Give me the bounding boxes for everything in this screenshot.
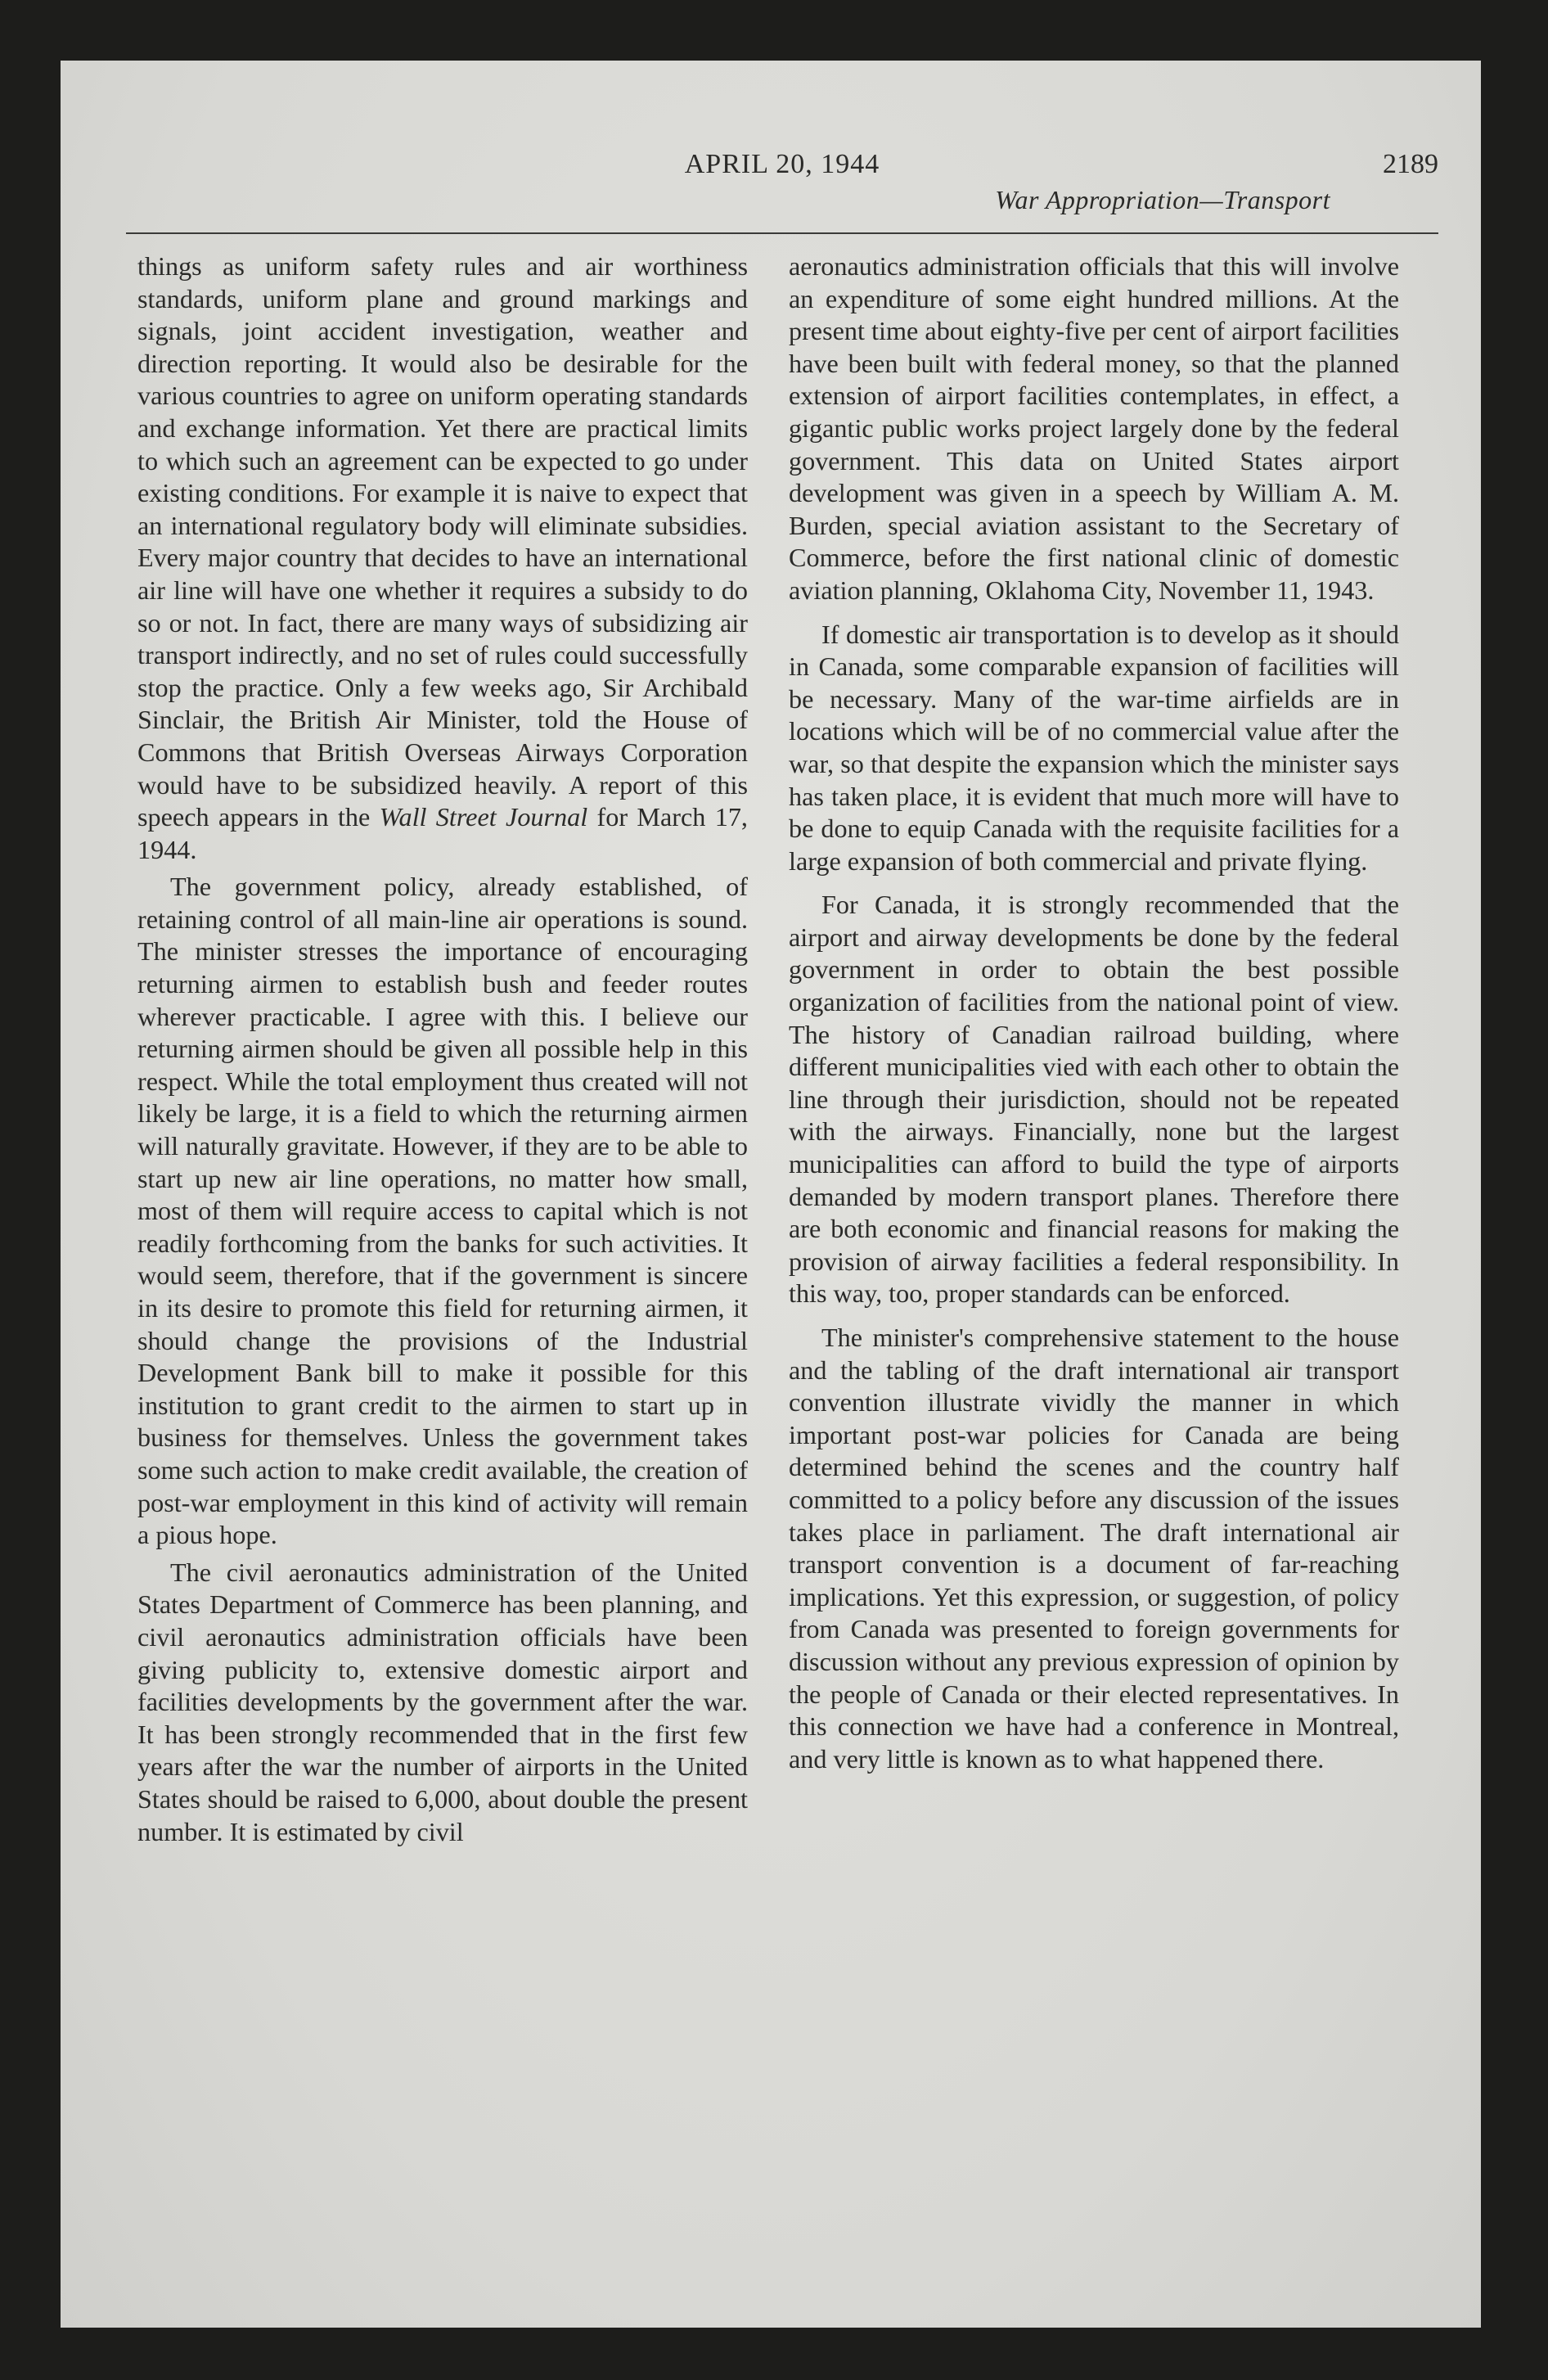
publication-title: Wall Street Journal bbox=[379, 802, 588, 832]
left-column bbox=[137, 250, 748, 1848]
paragraph: The minister's comprehensive statement to the house and the tabling of the draft international air transport convention illustrate vividly the manner in which important post-war policies for Canada are being determined behind the scenes and the country half committed to a policy before any discussion of the issues takes place in parliament. The draft international air transport convention is a document of far-reaching implications. Yet this expression, or suggestion, of policy from Canada was presented to foreign governments for discussion without any previous expression of opinion by the people of Canada or their elected representatives. In this connection we have had a conference in Montreal, and very little is known as to what happened there. bbox=[789, 1323, 1399, 1774]
right-column bbox=[789, 250, 1399, 1775]
paragraph: The civil aeronautics administration of the United States Department of Commerce has been planning, and civil aeronautics administration officials have been giving publicity to, extensive domestic airport and facilities developments by the government after the war. It has been strongly recommended that in the first few years after the war the number of airports in the United States should be raised to 6,000, about double the present number. It is estimated by civil bbox=[137, 1557, 748, 1846]
paragraph: The government policy, already established, of retaining control of all main-line air operations is sound. The minister stresses the importance of encouraging returning airmen to establish bush and feeder routes wherever practicable. I agree with this. I believe our returning airmen should be given all possible help in this respect. While the total employment thus created will not likely be large, it is a field to which the returning airmen will naturally gravitate. However, if they are to be able to start up new air line operations, no matter how small, most of them will require access to capital which is not readily forthcoming from the banks for such activities. It would seem, therefore, that if the government is sincere in its desire to promote this field for returning airmen, it should change the provisions of the Industrial Development Bank bill to make it possible for this institution to grant credit to the airmen to start up in business for themselves. Unless the government takes some such action to make credit available, the creation of post-war employment in this kind of activity will remain a pious hope. bbox=[137, 872, 748, 1550]
paragraph bbox=[137, 250, 748, 866]
paragraph-text: things as uniform safety rules and air worthiness standards, uniform plane and ground markings and signals, joint accident investigation, weather and direction reporting. It would also be desirable for the various countries to agree on uniform operating standards and exchange information. Yet there are practical limits to which such an agreement can be expected to go under existing conditions. For example it is naive to expect that an international regulatory body will eliminate subsidies. Every major country that decides to have an international air line will have one whether it requires a subsidy to do so or not. In fact, there are many ways of subsidizing air transport indirectly, and no set of rules could successfully stop the practice. Only a few weeks ago, Sir Archibald Sinclair, the British Air Minister, told the House of Commons that British Overseas Airways Corporation would have to be subsidized heavily. A report of this speech appears in the bbox=[137, 251, 748, 832]
header-date: APRIL 20, 1944 bbox=[684, 149, 880, 179]
section-title: War Appropriation—Transport bbox=[995, 185, 1330, 214]
page-header bbox=[126, 149, 1438, 223]
header-rule bbox=[126, 232, 1438, 234]
paragraph: For Canada, it is strongly recommended that the airport and airway developments be done by the federal government in order to obtain the best possible organization of facilities from the national point of view. The history of Canadian railroad building, where different municipalities vied with each other to obtain the line through their jurisdiction, should not be repeated with the airways. Financially, none but the largest municipalities can afford to build the type of airports demanded by modern transport planes. Therefore there are both economic and financial reasons for making the provision of airway facilities a federal responsibility. In this way, too, proper standards can be enforced. bbox=[789, 890, 1399, 1309]
paragraph-text: for March 17, 1944. bbox=[137, 802, 748, 864]
paragraph: aeronautics administration officials that this will involve an expenditure of some eight hundred millions. At the present time about eighty-five per cent of airport facilities have been built with federal money, so that the planned extension of airport facilities contemplates, in effect, a gigantic public works project largely done by the federal government. This data on United States airport development was given in a speech by William A. M. Burden, special aviation assistant to the Secretary of Commerce, before the first national clinic of domestic aviation planning, Oklahoma City, November 11, 1943. bbox=[789, 251, 1399, 605]
paragraph: If domestic air transportation is to develop as it should in Canada, some comparable expansion of facilities will be necessary. Many of the war-time airfields are in locations which will be of no commercial value after the war, so that despite the expansion which the minister says has taken place, it is evident that much more will have to be done to equip Canada with the requisite facilities for a large expansion of both commercial and private flying. bbox=[789, 619, 1399, 876]
page-number: 2189 bbox=[1383, 149, 1438, 179]
document-page bbox=[61, 61, 1481, 2328]
